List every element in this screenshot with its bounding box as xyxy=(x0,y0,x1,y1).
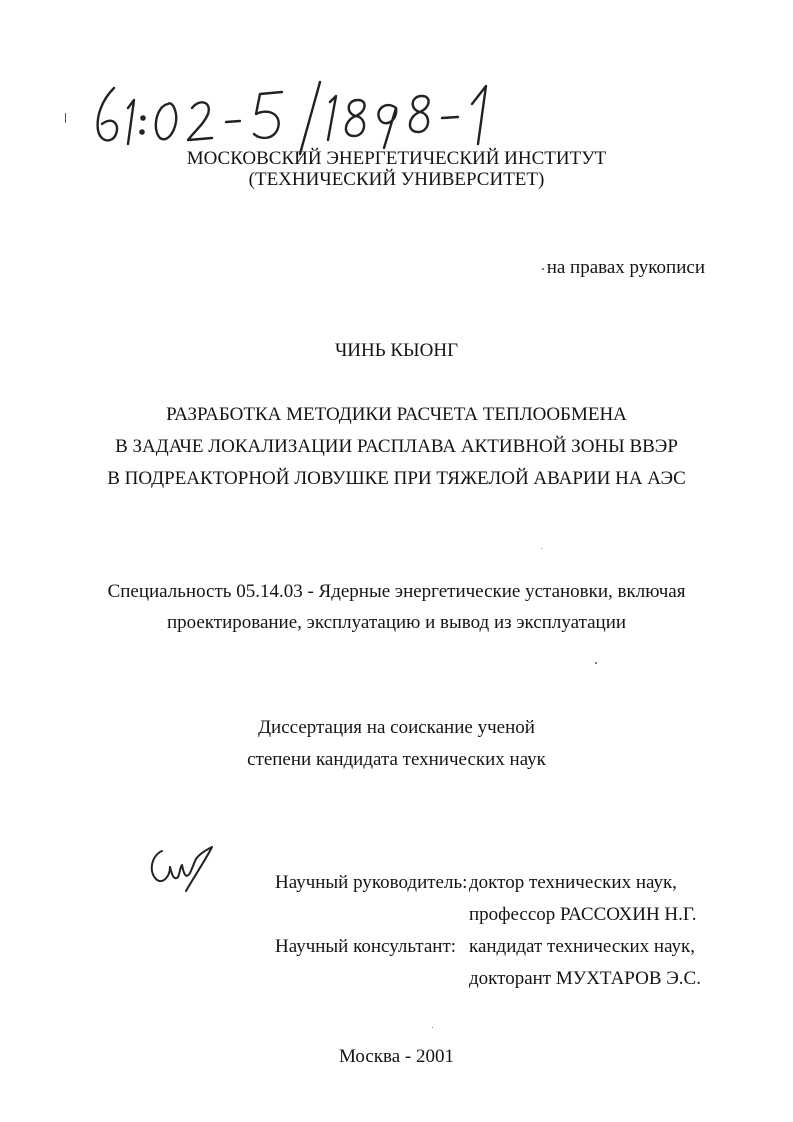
consultant-name: докторант МУХТАРОВ Э.С. xyxy=(469,968,701,989)
supervisor-role: Научный руководитель: xyxy=(275,872,468,893)
supervisor-name: профессор РАССОХИН Н.Г. xyxy=(469,904,697,925)
title-line1: РАЗРАБОТКА МЕТОДИКИ РАСЧЕТА ТЕПЛООБМЕНА xyxy=(166,404,627,425)
consultant-degree: кандидат технических наук, xyxy=(469,936,696,957)
specialty-line2: проектирование, эксплуатацию и вывод из эксплуатации xyxy=(166,612,627,633)
dissertation-line2: степени кандидата технических наук xyxy=(247,749,546,770)
title-line2: В ЗАДАЧЕ ЛОКАЛИЗАЦИИ РАСПЛАВА АКТИВНОЙ ЗОНЫ ВВЭР xyxy=(115,436,678,457)
scan-speck xyxy=(65,113,66,123)
city-year: Москва - 2001 xyxy=(338,1046,455,1067)
handwritten-archive-code xyxy=(88,78,508,156)
scan-speck xyxy=(542,268,544,270)
consultant-role: Научный консультант: xyxy=(275,936,457,957)
scan-speck xyxy=(432,1027,433,1028)
scan-speck xyxy=(541,548,542,549)
institute-name-line1: МОСКОВСКИЙ ЭНЕРГЕТИЧЕСКИЙ ИНСТИТУТ xyxy=(186,148,607,169)
rights-note: на правах рукописи xyxy=(546,257,705,278)
specialty-line1: Специальность 05.14.03 - Ядерные энергетические установки, включая xyxy=(107,581,686,602)
supervisor-degree: доктор технических наук, xyxy=(469,872,677,893)
title-line3: В ПОДРЕАКТОРНОЙ ЛОВУШКЕ ПРИ ТЯЖЕЛОЙ АВАРИИ НА АЭС xyxy=(107,468,686,489)
dissertation-line1: Диссертация на соискание ученой xyxy=(258,717,535,738)
scan-speck xyxy=(595,662,597,664)
author-name: ЧИНЬ КЫОНГ xyxy=(334,340,459,361)
handwritten-signature xyxy=(146,845,216,895)
institute-name-line2: (ТЕХНИЧЕСКИЙ УНИВЕРСИТЕТ) xyxy=(248,169,545,190)
